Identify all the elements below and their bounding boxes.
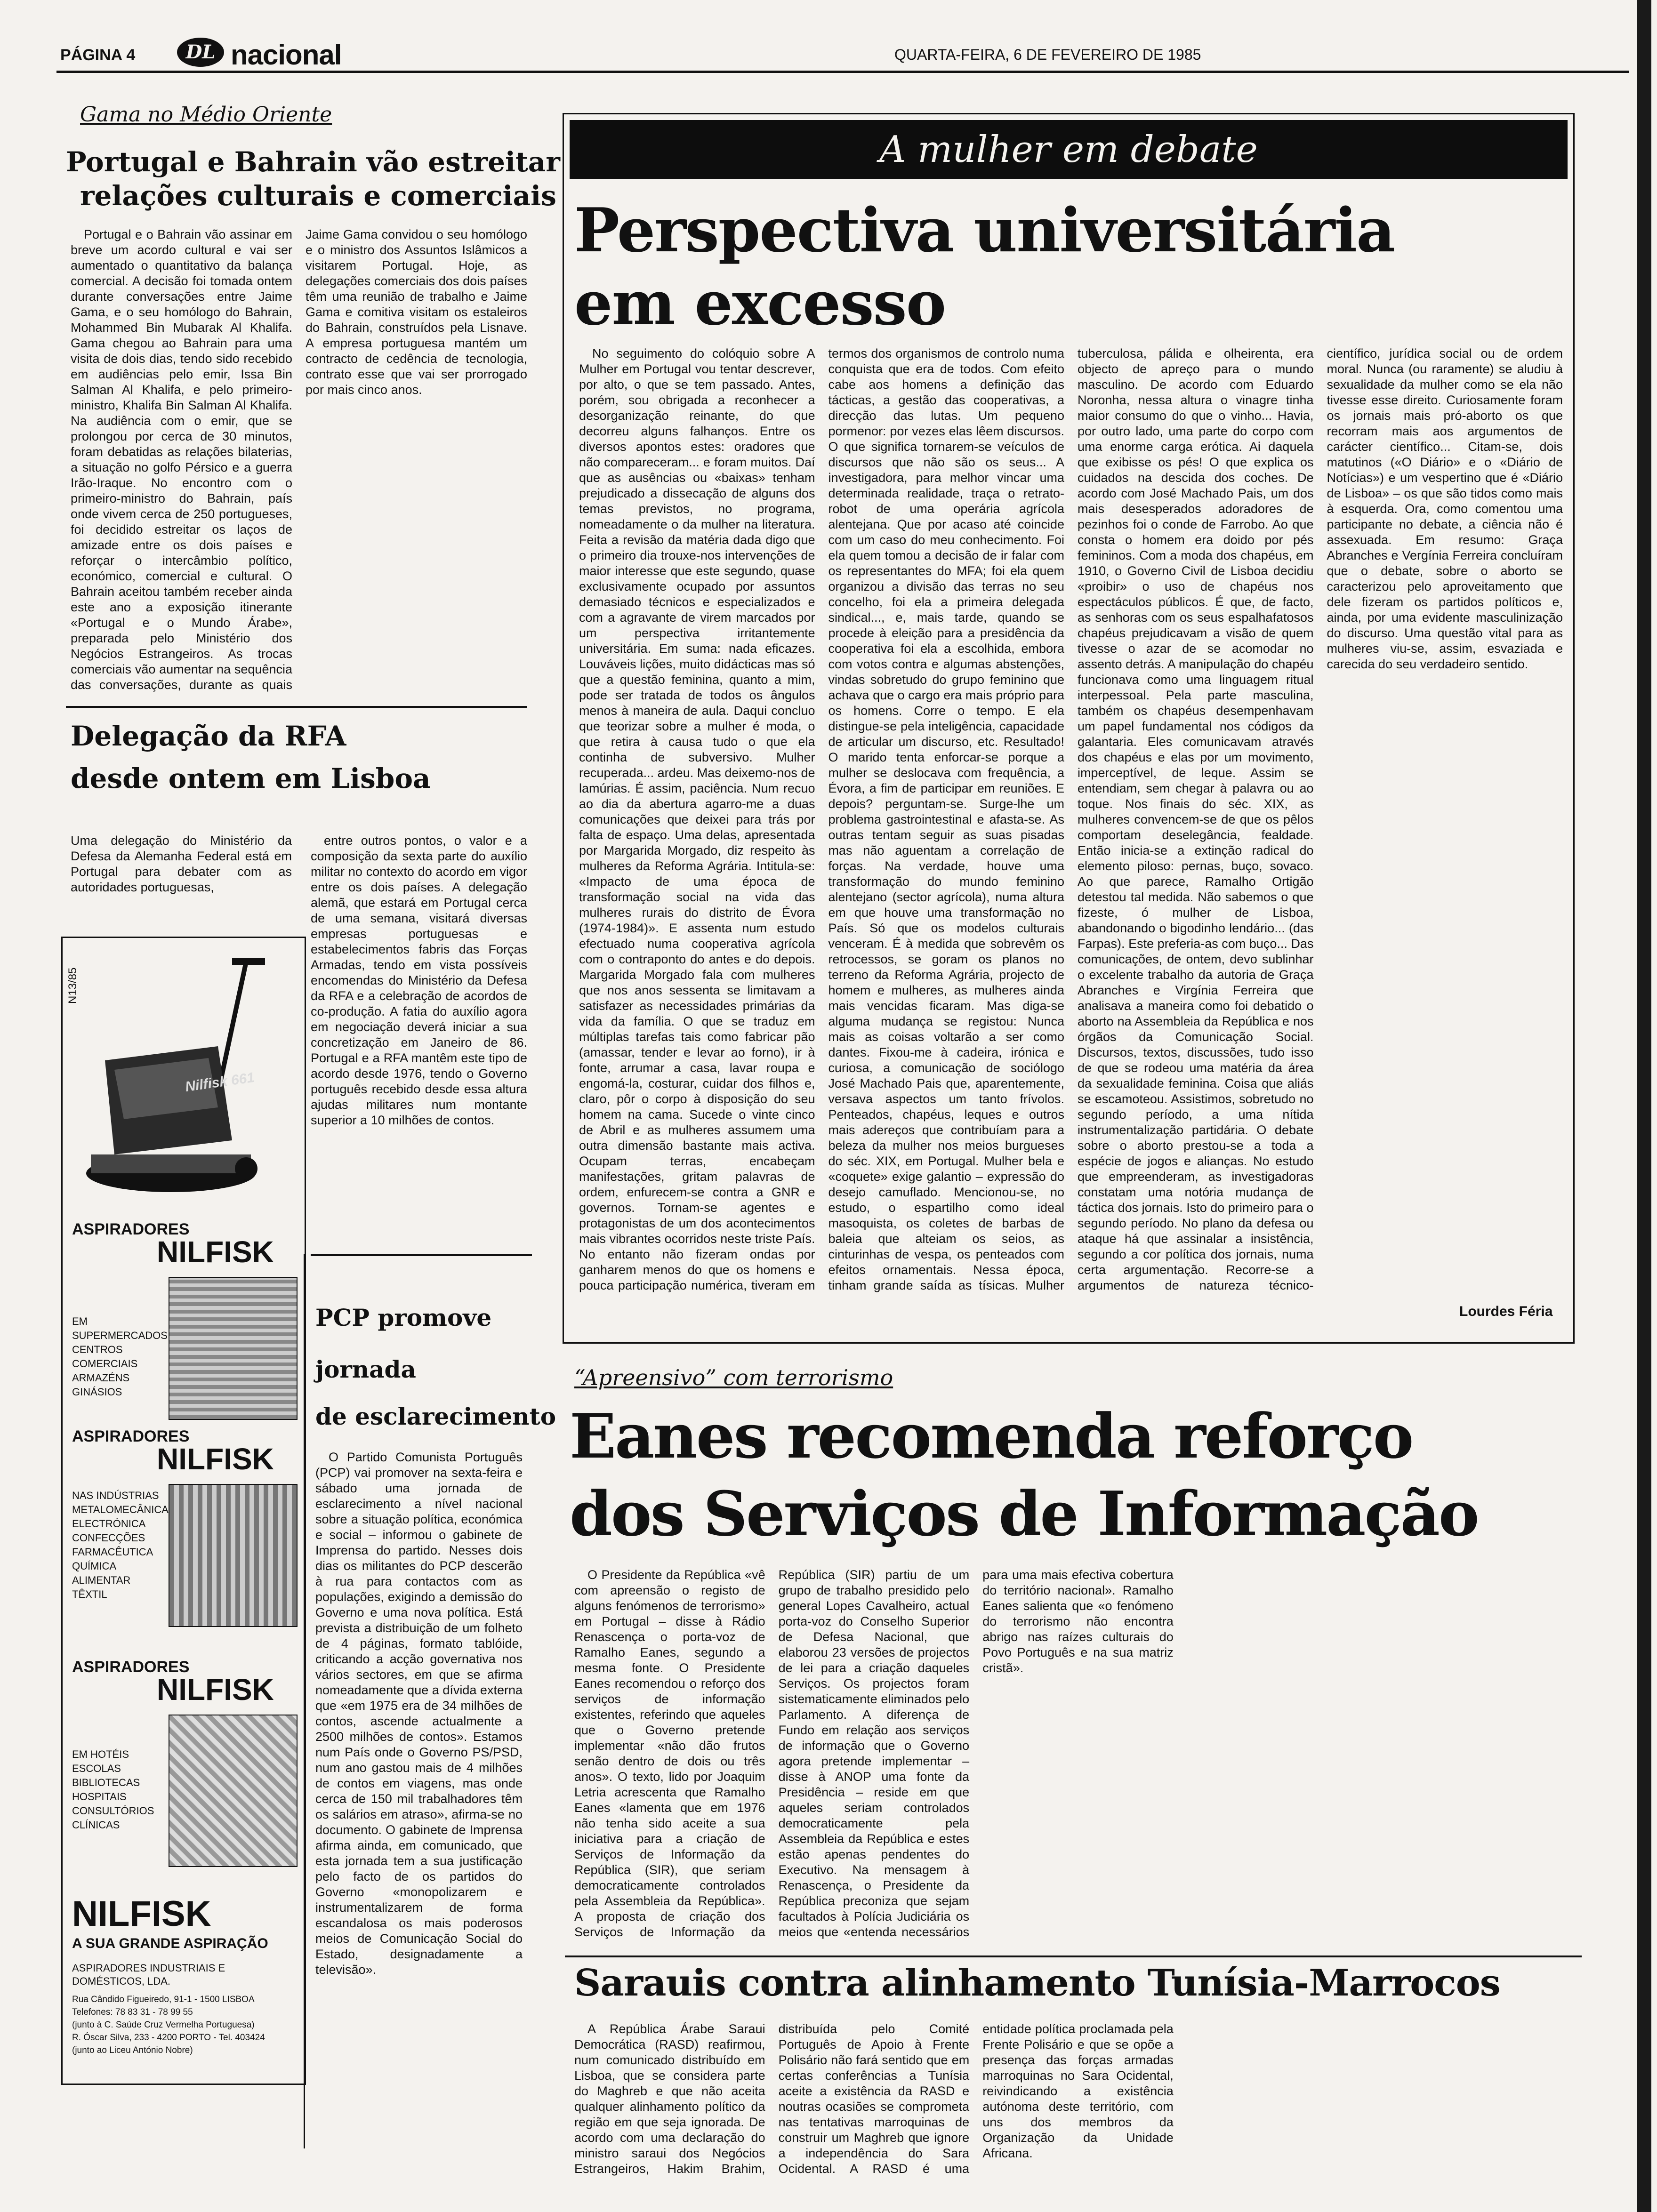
ad-brand-2: NILFISK <box>157 1442 274 1476</box>
eanes-kicker: “Apreensivo” com terrorismo <box>574 1365 893 1390</box>
ad-brand-prefix-2: ASPIRADORES <box>72 1427 190 1445</box>
ad-brand-prefix-3: ASPIRADORES <box>72 1658 190 1676</box>
mulher-banner-text: A mulher em debate <box>879 128 1258 171</box>
nurse-scene-illustration <box>169 1715 298 1867</box>
pcp-body: O Partido Comunista Português (PCP) vai promover na sexta-feira e sábado uma jornada de esclarecimento a nível nacional sobre a situação política, económica e social – informou o gabinete de Imprensa do partido. Nesses dois dias os militantes do PCP descerão à rua para contactos com as populações, exigindo a demissão do Governo e uma nova política. Está prevista a distribuição de um folheto de 4 páginas, formato tablóide, criticando a acção governativa nos vários sectores, em que se afirma nomeadamente que a dívida externa que «em 1975 era de 34 milhões de contos, ascende actualmente a 2500 milhões de contos». Estamos num País onde o Governo PS/PSD, num ano gastou mais de 4 milhões de contos em viagens, mas onde cerca de 150 mil trabalhadores têm os salários em atraso», afirma-se no documento. O gabinete de Imprensa afirma ainda, em comunicado, que esta jornada tem a sua justificação pelo facto de os partidos do Governo «monopolizarem e instrumentalizarem de forma escandalosa os mais poderosos meios de Comunicação Social do Estado, designadamente a televisão». <box>315 1450 523 1977</box>
ad-list-supermarkets: EM SUPERMERCADOS CENTROS COMERCIAIS ARMAZÉNS GINÁSIOS <box>72 1315 168 1398</box>
rfa-headline-line-2: desde ontem em Lisboa <box>71 762 431 794</box>
rfa-lead <box>71 833 292 904</box>
mulher-headline-line-1: Perspectiva universitária <box>574 195 1394 266</box>
ad-list-hotels: EM HOTÉIS ESCOLAS BIBLIOTECAS HOSPITAIS CONSULTÓRIOS CLÍNICAS <box>72 1748 154 1831</box>
sarauis-headline: Sarauis contra alinhamento Tunísia-Marrocos <box>574 1962 1500 2004</box>
ad-address-2: Telefones: 78 83 31 - 78 99 55 <box>72 2007 193 2017</box>
factory-scene-illustration <box>169 1484 298 1627</box>
rfa-headline-line-1: Delegação da RFA <box>71 720 346 752</box>
pcp-top-rule <box>311 1254 532 1256</box>
ad-brand-main: NILFISK <box>72 1894 211 1934</box>
page-label: PÁGINA 4 <box>60 46 136 64</box>
ad-address-5: (junto ao Liceu António Nobre) <box>72 2045 193 2055</box>
bahrain-body: Portugal e o Bahrain vão assinar em breve um acordo cultural e vai ser aumentado o quantitativo da balança comercial. A decisão foi tomada ontem durante conversações entre Jaime Gama, e o seu homólogo do Bahrain, Mohammed Bin Mubarak Al Khalifa. Gama chegou ao Bahrain para uma visita de dois dias, tendo sido recebido em audiências pelo emir, Issa Bin Salman Al Khalifa, e pelo primeiro-ministro, Khalifa Bin Salman Al Khalifa. Na audiência com o emir, que se prolongou por cerca de 30 minutos, foram debatidas as relações bilaterias, a situação no golfo Pérsico e a guerra Irão-Iraque. No encontro com o primeiro-ministro do Bahrain, país onde vivem cerca de 250 portugueses, foi decidido estreitar os laços de amizade entre os dois países e reforçar o intercâmbio político, económico, comercial e cultural. O Bahrain aceitou também receber ainda este ano a exposição itinerante «Portugal e o Mundo Árabe», preparada pelo Ministério dos Negócios Estrangeiros. As trocas comerciais vão aumentar na sequência das conversações, durante as quais Jaime Gama convidou o seu homólogo e o ministro dos Assuntos Islâmicos a visitarem Portugal. Hoje, as delegações comerciais dos dois países têm uma reunião de trabalho e Jaime Gama e comitiva visitam os estaleiros do Bahrain, construídos pela Lisnave. A empresa portuguesa mantém um contracto de cedência de tecnologia, contrato esse que vai ser prorrogado por mais cinco anos. <box>71 227 527 692</box>
right-edge-bar <box>1637 0 1651 2212</box>
newspaper-logo <box>177 38 224 67</box>
mulher-banner <box>570 120 1568 179</box>
pcp-headline-line-1: PCP promove <box>315 1304 492 1331</box>
mulher-byline: Lourdes Féria <box>1459 1304 1553 1319</box>
rfa-body <box>311 833 527 1247</box>
ad-brand-prefix-1: ASPIRADORES <box>72 1220 190 1238</box>
pcp-headline-line-2: jornada <box>315 1355 416 1383</box>
ad-company: ASPIRADORES INDUSTRIAIS E DOMÉSTICOS, LDA. <box>72 1962 225 1987</box>
logo-mark: DL <box>185 41 216 63</box>
bahrain-headline-line-2: relações culturais e comerciais <box>80 180 556 212</box>
ad-brand-1: NILFISK <box>157 1235 274 1269</box>
nilfisk-ad <box>61 937 306 2085</box>
section-name: nacional <box>231 39 342 71</box>
shopping-scene-illustration <box>169 1277 298 1420</box>
issue-date: QUARTA-FEIRA, 6 DE FEVEREIRO DE 1985 <box>894 46 1201 63</box>
left-column-rule <box>304 1254 305 2148</box>
bahrain-kicker: Gama no Médio Oriente <box>80 103 332 127</box>
masthead-rule <box>56 71 1629 73</box>
rfa-lead-text: Uma delegação do Ministério da Defesa da Alemanha Federal está em Portugal para debater com as autoridades portuguesas, <box>71 834 292 894</box>
ad-side-code: N13/85 <box>66 967 79 1004</box>
mulher-body: No seguimento do colóquio sobre A Mulher em Portugal vou tentar descrever, por alto, o que se tem passado. Antes, porém, sou obrigada a reconhecer a desorganização reinante, do que decorreu alguns falhanços. Entre os diversos apontos estes: oradores que não compareceram... e foram muitos. Daí que as ausências ou «baixas» tenham prejudicado a dissecação de alguns dos temas previstos, no programa, nomeadamente o da mulher na literatura. Feita a revisão da matéria dada digo que o primeiro dia trouxe-nos intervenções de maior interesse que este segundo, quase exclusivamente ocupado por assuntos demasiado técnicos e especializados e com a agravante de virem marcados por um perspectiva irritantemente universitária. Em suma: nada eficazes. Louváveis lições, muito didácticas mas só que a questão feminina, quanto a mim, pode ser tratada de todos os ângulos menos à maneira de aula. Daqui concluo que teorizar sobre a mulher é moda, o que retira à causa tudo o que ela continha de subversivo. Mulher recuperada... ardeu. Mas deixemo-nos de lamúrias. É assim, paciência. Num recuo ao dia da abertura agarro-me a duas comunicações que deixei para trás por falta de espaço. Uma delas, apresentada por Margarida Morgado, diz respeito às mulheres da Reforma Agrária. Intitula-se: «Impacto de uma época de transformação social na vida das mulheres rurais do distrito de Évora (1974-1984)». E assenta num estudo efectuado numa cooperativa agrícola com o contraponto do antes e do depois. Margarida Morgado fala com mulheres que nos anos sessenta se limitavam a satisfazer as necessidades primárias da vida da família. O que se traduz em múltiplas tarefas tais como fabricar pão (amassar, tender e levar ao forno), ir à fonte, arrumar a casa, lavar roupa e engomá-la, costurar, cuidar dos filhos e, claro, pôr o corpo à disposição do seu homem na cama. Sucede o vinte cinco de Abril e as mulheres assumem uma outra dimensão bastante mais activa. Ocupam terras, encabeçam manifestações, gritam palavras de ordem, enfurecem-se contra a GNR e governos. Tornam-se agentes e protagonistas de um dos acontecimentos mais vibrantes ocorridos neste triste País. No entanto não fizeram ondas por ganharem menos do que os homens e pouca participação numérica, tiveram em termos dos organismos de controlo numa conquista que era de todos. Com efeito cabe aos homens a definição das tácticas, a gestão das cooperativas, a direcção das lutas. Um pequeno pormenor: por vezes elas lêem discursos. O que significa tornarem-se veículos de discursos que não são os seus... A investigadora, para melhor vincar uma determinada realidade, traça o retrato-robot de uma operária agrícola alentejana. Que por acaso até coincide com um caso do meu conhecimento. Foi ela quem tomou a decisão de ir falar com os representantes do MFA; foi ela quem organizou a divisão das terras no seu concelho, foi ela a primeira delegada sindical..., e, mais tarde, quando se procede à eleição para a presidência da cooperativa foi ela a escolhida, embora com votos contra e algumas abstenções, vindas sobretudo do grupo feminino que achava que o cargo era mais próprio para os homens. Corre o tempo. E ela distingue-se pela inteligência, capacidade de articular um discurso, etc. Resultado! O marido tenta enforcar-se porque a mulher se deslocava com frequência, a Évora, a fim de participar em reuniões. E depois? perguntam-se. Surge-lhe um problema gastrointestinal e afasta-se. As outras tentam seguir as suas pisadas mas não aguentam a correlação de forças. Na verdade, houve uma transformação do mundo feminino alentejano (sector agrícola), numa altura em que houve uma transformação no País. Só que os modelos culturais venceram. É à medida que sobrevêm os retrocessos, se goram os planos no terreno da Reforma Agrária, projecto de homem e mulheres, as mulheres ainda mais vencidas ficaram. Mas diga-se alguma mudança se registou: Nunca mais as coisas voltarão a ser como dantes. Fixou-me à cadeira, irónica e curiosa, a comunicação de sociólogo José Machado Pais que, aparentemente, versava aspectos um tanto frívolos. Penteados, chapéus, leques e outros mais adereços que contribuíam para a beleza da mulher nos meios burgueses do séc. XIX, em Portugal. Mulher bela e «coquete» exige galantio – expressão do desejo camuflado. Mencionou-se, no estudo, o espartilho como ideal masoquista, os coletes de barbas de baleia que alteiam os seios, as cinturinhas de vespa, os penteados com efeitos ornamentais. Nessa época, tinham grande saída as tísicas. Mulher tuberculosa, pálida e olheirenta, era objecto de apreço para o mundo masculino. De acordo com Eduardo Noronha, nessa altura o vinagre tinha maior consumo do que o vinho... Havia, por outro lado, uma parte do corpo com uma enorme carga erótica. Ai daquela que exibisse os pés! O que explica os cuidados na descida dos coches. De acordo com José Machado Pais, um dos mais desesperados adoradores de pezinhos foi o conde de Farrobo. Ao que consta o homem era doido por pés femininos. Com a moda dos chapéus, em 1910, o Governo Civil de Lisboa decidiu «proibir» o uso de chapéus nos espectáculos públicos. É que, de facto, as senhoras com os seus espalhafatosos chapéus prejudicavam a visão de quem tivesse o azar de se acomodar no assento detrás. A manipulação do chapéu funcionava como uma linguagem ritual interpessoal. Pela parte masculina, também os chapéus desempenhavam um papel fundamental nos códigos da galantaria. Eles comunicavam através dos chapéus e elas por um movimento, imperceptível, de leque. Assim se entendiam, sem chegar à palavra ou ao toque. Nos finais do séc. XIX, as mulheres convencem-se de que os pêlos comportam deselegância, fealdade. Então inicia-se a extinção radical do elemento piloso: pernas, buço, sovaco. Ao que parece, Ramalho Ortigão detestou tal medida. Não sabemos o que fizeste, ó mulher de Lisboa, abandonando o bigodinho lendário... (das Farpas). Este preferia-as com buço... Das comunicações, de ontem, devo sublinhar o excelente trabalho da autoria de Graça Abranches e Virgínia Ferreira que analisava a maneira como foi debatido o aborto na Assembleia da República e nos órgãos da Comunicação Social. Discursos, textos, discussões, tudo isso de que se rodeou uma matéria da área da sexualidade feminina. Coisa que aliás se escamoteou. Assistimos, sobretudo no segundo período, a uma nítida instrumentalização partidária. O debate sobre o aborto prestou-se a toda a espécie de jogos e alianças. No estudo que empreenderam, as investigadoras constatam uma notória mudança de táctica dos jornais. Isto do primeiro para o segundo período. No plano da defesa ou ataque há que assinalar a insistência, segundo a cor política dos jornais, numa certa argumentação. Recorre-se a argumentos de natureza técnico-científico, jurídica social ou de ordem moral. Nunca (ou raramente) se aludiu à sexualidade da mulher como se ela não tivesse esse direito. Curiosamente foram os jornais mais pró-aborto os que recorram mais aos argumentos de carácter científico... Citam-se, dois matutinos («O Diário» e o «Diário de Notícias») e um vespertino que é «Diário de Lisboa» – os que são tidos como mais à esquerda. Ora, como comentou uma participante no debate, a ciência não é assexuada. Em resumo: Graça Abranches e Vergínia Ferreira concluíram que o debate, sobre o aborto se caracterizou pelo aproveitamento que dele fizeram os partidos políticos e, ainda, por uma evidente masculinização do discurso. Uma questão vital para as mulheres viu-se, assim, esvaziada e carecida do seu verdadeiro sentido. <box>579 346 1563 1292</box>
sarauis-body: A República Árabe Saraui Democrática (RASD) reafirmou, num comunicado distribuído em Lisboa, que se considera parte do Maghreb e que não aceita qualquer alinhamento político da região em que seja ignorada. De acordo com uma declaração do ministro saraui dos Negócios Estrangeiros, Hakim Brahim, distribuída pelo Comité Português de Apoio à Frente Polisário não fará sentido que em certas conferências a Tunísia aceite a existência da RASD e noutras ocasiões se comprometa nas tentativas marroquinas de construir um Maghreb que ignore a independência do Sara Ocidental. A RASD é uma entidade política proclamada pela Frente Polisário e que se opõe a presença das forças armadas marroquinas no Sara Ocidental, reivindicando a existência autónoma deste território, com uns dos membros da Organização da Unidade Africana. <box>574 2022 1174 2176</box>
ad-brand-3: NILFISK <box>157 1673 274 1707</box>
eanes-bottom-rule <box>565 1956 1582 1957</box>
bahrain-bottom-rule <box>66 706 527 708</box>
ad-address-1: Rua Cândido Figueiredo, 91-1 - 1500 LISBOA <box>72 1995 255 2004</box>
eanes-headline-line-1: Eanes recomenda reforço <box>570 1400 1413 1472</box>
rfa-body-text: entre outros pontos, o valor e a composição da sexta parte do auxílio militar no contexto do acordo em vigor entre os dois países. A delegação alemã, que estará em Portugal cerca de uma semana, visitará diversas empresas portuguesas e estabelecimentos fabris das Forças Armadas, tendo em vista possíveis encomendas do Ministério da Defesa da RFA e a celebração de acordos de co-produção. A fatia do auxílio agora em negociação deverá iniciar a sua concretização em Janeiro de 86. Portugal e a RFA mantêm este tipo de acordo desde 1976, tendo o Governo português recebido desde essa altura ajudas militares num montante superior a 10 milhões de contos. <box>311 834 527 1127</box>
pcp-headline-line-3: de esclarecimento <box>315 1403 556 1430</box>
ad-list-industries: NAS INDÚSTRIAS METALOMECÂNICA ELECTRÓNICA CONFECÇÕES FARMACÊUTICA QUÍMICA ALIMENTAR TÊXTIL <box>72 1490 168 1600</box>
ad-address-4: R. Óscar Silva, 233 - 4200 PORTO - Tel. 403424 <box>72 2033 265 2043</box>
eanes-headline-line-2: dos Serviços de Informação <box>570 1478 1478 1550</box>
ad-address-3: (junto à C. Saúde Cruz Vermelha Portuguesa) <box>72 2020 255 2030</box>
ad-tagline: A SUA GRANDE ASPIRAÇÃO <box>72 1936 268 1951</box>
eanes-body: O Presidente da República «vê com apreensão o registo de alguns fenómenos de terrorismo» em Portugal – disse à Rádio Renascença o porta-voz de Ramalho Eanes, segundo a mesma fonte. O Presidente Eanes recomendou o reforço dos serviços de informação existentes, referindo que aqueles que o Governo pretende implementar «não dão frutos senão dentro de dois ou três anos». O texto, lido por Joaquim Letria acrescenta que Ramalho Eanes «lamenta que em 1976 não tenha sido aceite a sua iniciativa para a criação de Serviços de Informação da República (SIR), que seriam democraticamente controlados pela Assembleia da República». A proposta de criação dos Serviços de Informação da República (SIR) partiu de um grupo de trabalho presidido pelo general Lopes Cavalheiro, actual porta-voz do Conselho Superior de Defesa Nacional, que elaborou 23 versões de projectos de lei para a criação daqueles Serviços. Os projectos foram sistematicamente eliminados pelo Parlamento. A diferença de Fundo em relação aos serviços de informação que o Governo agora pretende implementar – disse à ANOP uma fonte da Presidência – reside em que aqueles seriam controlados democraticamente pela Assembleia da República e estes estão apenas pendentes do Executivo. Na mensagem à Renascença, o Presidente da República preconiza que sejam facultados à Polícia Judiciária os meios que «entenda necessários para uma mais efectiva cobertura do território nacional». Ramalho Eanes salienta que «o fenómeno do terrorismo não encontra abrigo nas raízes culturais do Povo Português e na sua matriz cristã». <box>574 1568 1174 1939</box>
mulher-headline-line-2: em excesso <box>574 268 946 339</box>
bahrain-headline-line-1: Portugal e Bahrain vão estreitar <box>66 146 560 178</box>
machine-label: Nilfisk 661 <box>184 1069 256 1095</box>
